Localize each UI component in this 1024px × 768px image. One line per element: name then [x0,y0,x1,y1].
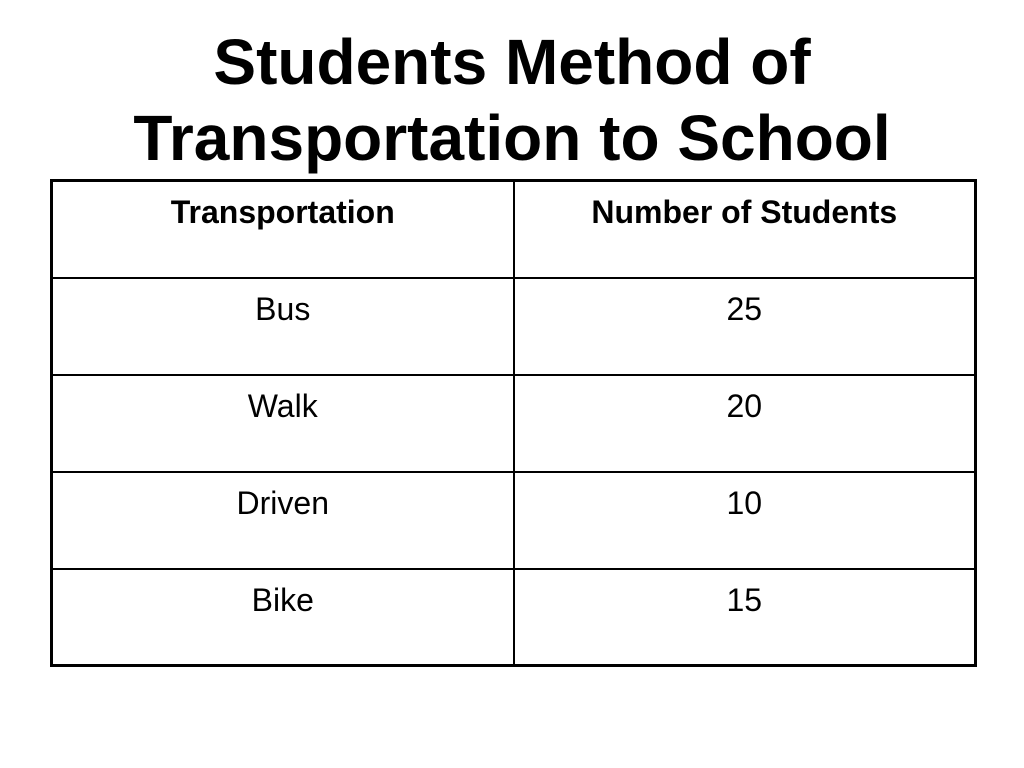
transportation-table [50,179,977,667]
table-row [52,375,976,472]
table-row [52,278,976,375]
page-title [0,24,1024,176]
column-header-transportation: Transportation [52,181,514,278]
transportation-cell: Driven [52,472,514,569]
column-header-number-of-students: Number of Students [514,181,976,278]
student-count-cell: 15 [514,569,976,666]
student-count-cell: 20 [514,375,976,472]
transportation-cell: Bike [52,569,514,666]
transportation-cell: Walk [52,375,514,472]
table-header-row [52,181,976,278]
transportation-cell: Bus [52,278,514,375]
table-row [52,472,976,569]
table-row [52,569,976,666]
title-line-2: Transportation to School [133,102,891,174]
title-line-1: Students Method of [213,26,811,98]
student-count-cell: 25 [514,278,976,375]
student-count-cell: 10 [514,472,976,569]
